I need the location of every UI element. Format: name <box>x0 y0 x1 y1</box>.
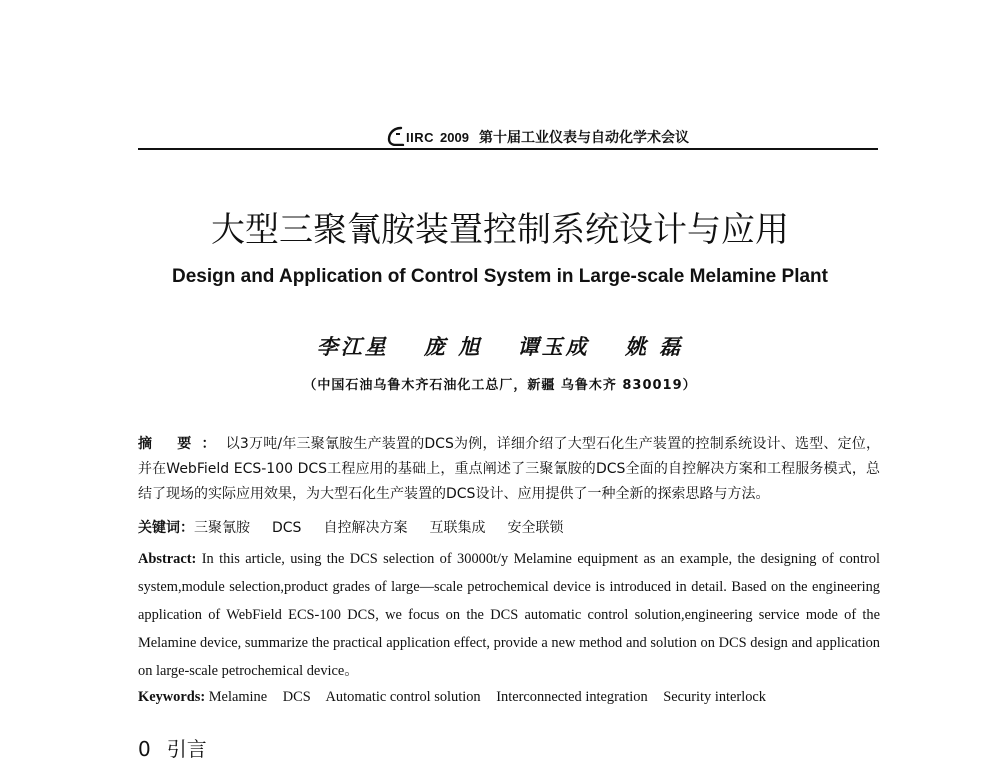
keywords-chinese <box>138 517 880 539</box>
keywords-chinese-label: 关键词： <box>138 520 194 536</box>
keyword-chinese: 自控解决方案 <box>323 520 408 536</box>
keyword-chinese: DCS <box>272 520 302 536</box>
abstract-chinese-text: 以3万吨/年三聚氰胺生产装置的DCS为例，详细介绍了大型石化生产装置的控制系统设计、选型、定位，并在WebField ECS-100 DCS工程应用的基础上，重点阐述了三聚氰胺的DCS全面的自控解决方案和工程服务模式，总结了现场的实际应用效果，为大型石化生产装置的DCS设计、应用提供了一种全新的探索思路与方法。 <box>138 436 880 502</box>
abstract-english-text: In this article, using the DCS selection of 30000t/y Melamine equipment as an example, the designing of control system,module selection,product grades of large—scale petrochemical device is introduced in detail. Based on the engineering application of WebField ECS-100 DCS, we focus on the DCS automatic control solution,engineering service mode of the Melamine device, summarize the practical application effect, provide a new method and solution on DCS design and application on large-scale petrochemical device。 <box>138 551 880 679</box>
author-name: 庞 旭 <box>424 334 483 359</box>
author-list <box>0 333 1000 361</box>
keyword-chinese: 安全联锁 <box>507 520 564 536</box>
keyword-chinese: 三聚氰胺 <box>194 520 250 536</box>
conference-year: 2009 <box>440 130 469 145</box>
paper-title-chinese: 大型三聚氰胺装置控制系统设计与应用 <box>211 210 789 250</box>
author-name: 谭玉成 <box>517 334 590 359</box>
keywords-english <box>138 685 880 709</box>
conference-logo <box>387 124 434 146</box>
author-name: 李江星 <box>316 334 389 359</box>
section-number: 0 <box>138 737 151 761</box>
keyword-english: Automatic control solution <box>325 689 481 705</box>
keyword-chinese: 互联集成 <box>429 520 486 536</box>
keyword-english: Interconnected integration <box>496 689 648 705</box>
abstract-english-label: Abstract: <box>138 551 197 567</box>
conference-name: 第十届工业仪表与自动化学术会议 <box>478 130 689 146</box>
logo-text: IIRC <box>406 130 435 145</box>
keywords-english-label: Keywords: <box>138 689 206 705</box>
section-heading-introduction <box>138 736 207 762</box>
author-name: 姚 磊 <box>624 334 684 359</box>
keyword-english: Melamine <box>208 689 268 705</box>
abstract-chinese <box>138 432 880 507</box>
running-header <box>138 116 878 150</box>
author-affiliation: （中国石油乌鲁木齐石油化工总厂，新疆 乌鲁木齐 830019） <box>303 378 697 393</box>
keyword-english: Security interlock <box>663 689 766 705</box>
keyword-english: DCS <box>282 689 311 705</box>
section-title: 引言 <box>166 737 207 761</box>
running-header-content <box>327 116 689 146</box>
conference-logo-icon <box>387 126 405 146</box>
abstract-english <box>138 545 880 685</box>
paper-title-english: Design and Application of Control System in Large-scale Melamine Plant <box>172 266 828 287</box>
abstract-chinese-label: 摘 要： <box>138 436 226 452</box>
